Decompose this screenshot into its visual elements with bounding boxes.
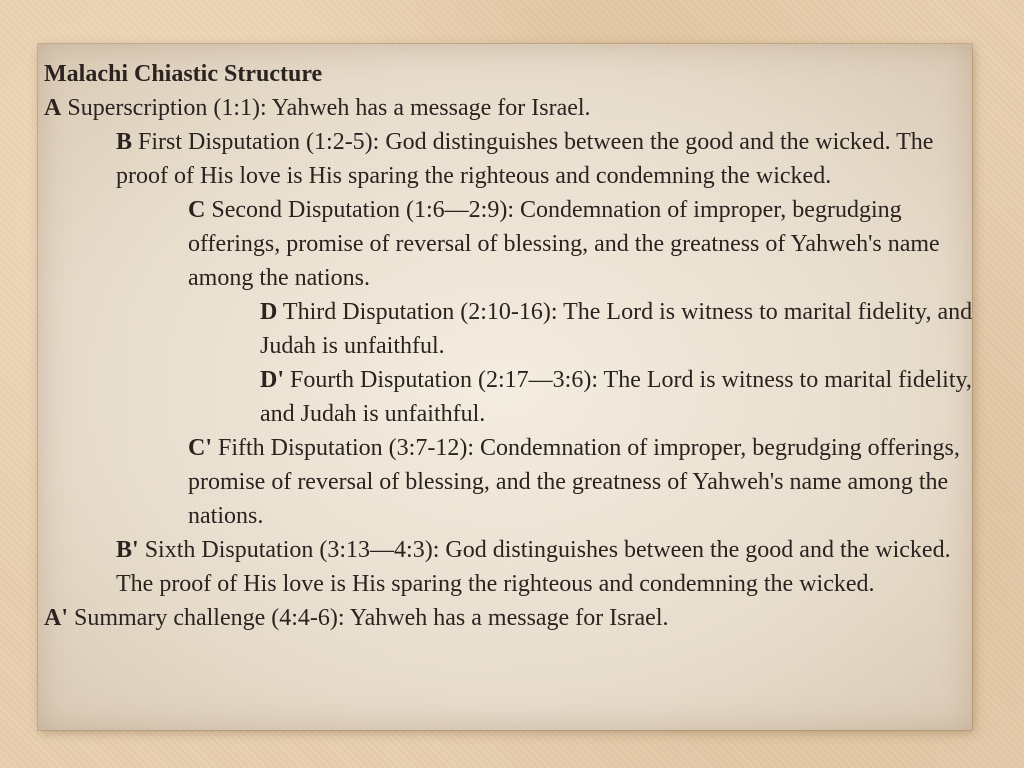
outline-letter: A (44, 95, 62, 121)
outline-item-a-prime (44, 601, 989, 635)
outline-item-d-prime (44, 363, 980, 431)
outline-letter: C (188, 197, 206, 223)
outline-item-c (44, 193, 988, 295)
outline-text: Fifth Disputation (3:7-12): Condemnation of improper, begrudging offerings, promise of reversal of blessing, and the greatness of Yahweh's name among the nations. (188, 435, 960, 529)
outline-letter: B' (116, 537, 139, 563)
outline-text: Fourth Disputation (2:17—3:6): The Lord is witness to marital fidelity, and Judah is unfaithful. (260, 367, 972, 427)
outline-item-d (44, 295, 980, 363)
chiastic-outline (44, 57, 989, 635)
outline-item-a (44, 91, 989, 125)
page-title: Malachi Chiastic Structure (44, 61, 323, 87)
outline-letter: B (116, 129, 133, 155)
outline-text: First Disputation (1:2-5): God distinguishes between the good and the wicked. The proof of His love is His sparing the righteous and condemning the wicked. (116, 129, 934, 189)
outline-letter: D (260, 299, 278, 325)
outline-letter: C' (188, 435, 212, 461)
outline-text: Summary challenge (4:4-6): Yahweh has a message for Israel. (74, 605, 669, 631)
outline-text: Superscription (1:1): Yahweh has a message for Israel. (67, 95, 591, 121)
outline-letter: D' (260, 367, 284, 393)
outline-text: Sixth Disputation (3:13—4:3): God distinguishes between the good and the wicked. The proof of His love is His sparing the righteous and condemning the wicked. (116, 537, 951, 597)
outline-item-b (44, 125, 976, 193)
outline-item-b-prime (44, 533, 976, 601)
outline-text: Second Disputation (1:6—2:9): Condemnation of improper, begrudging offerings, promise of reversal of blessing, and the greatness of Yahweh's name among the nations. (188, 197, 940, 291)
outline-item-c-prime (44, 431, 988, 533)
outline-letter: A' (44, 605, 68, 631)
outline-text: Third Disputation (2:10-16): The Lord is witness to marital fidelity, and Judah is unfaithful. (260, 299, 973, 359)
